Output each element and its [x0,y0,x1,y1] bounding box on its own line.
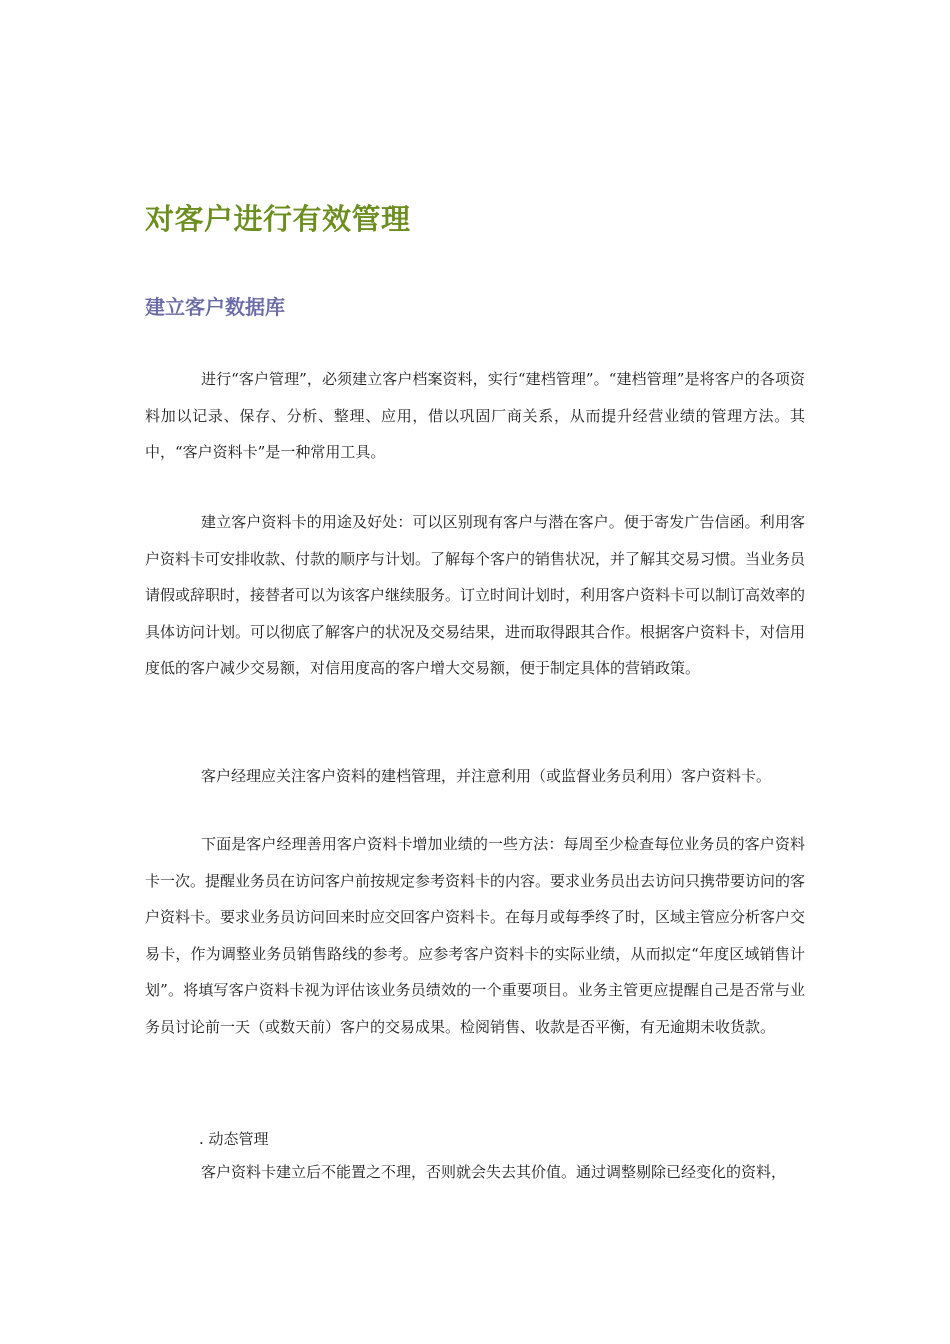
paragraph-3: 客户经理应关注客户资料的建档管理，并注意利用（或监督业务员利用）客户资料卡。 [201,767,772,785]
item-heading: . 动态管理 [199,1130,269,1148]
paragraph-4: 下面是客户经理善用客户资料卡增加业绩的一些方法：每周至少检查每位业务员的客户资料卡一次。提醒业务员在访问客户前按规定参考资料卡的内容。要求业务员出去访问只携带要访问的客户资料卡。要求业务员访问回来时应交回客户资料卡。在每月或每季终了时，区域主管应分析客户交易卡，作为调整业务员销售路线的参考。应参考客户资料卡的实际业绩，从而拟定“年度区域销售计划”。将填写客户资料卡视为评估该业务员绩效的一个重要项目。业务主管更应提醒自己是否常与业务员讨论前一天（或数天前）客户的交易成果。检阅销售、收款是否平衡，有无逾期未收货款。 [145,835,806,1036]
page-title: 对客户进行有效管理 [145,202,411,236]
paragraph-2: 建立客户资料卡的用途及好处：可以区别现有客户与潜在客户。便于寄发广告信函。利用客户资料卡可安排收款、付款的顺序与计划。了解每个客户的销售状况，并了解其交易习惯。当业务员请假或辞职时，接替者可以为该客户继续服务。订立时间计划时，利用客户资料卡可以制订高效率的具体访问计划。可以彻底了解客户的状况及交易结果，进而取得跟其合作。根据客户资料卡，对信用度低的客户减少交易额，对信用度高的客户增大交易额，便于制定具体的营销政策。 [145,513,806,677]
paragraph-1: 进行“客户管理”，必须建立客户档案资料，实行“建档管理”。“建档管理”是将客户的各项资料加以记录、保存、分析、整理、应用，借以巩固厂商关系，从而提升经营业绩的管理方法。其中，“客户资料卡”是一种常用工具。 [145,370,805,461]
section-title: 建立客户数据库 [145,295,285,319]
paragraph-5: 客户资料卡建立后不能置之不理，否则就会失去其价值。通过调整剔除已经变化的资料， [201,1163,787,1181]
